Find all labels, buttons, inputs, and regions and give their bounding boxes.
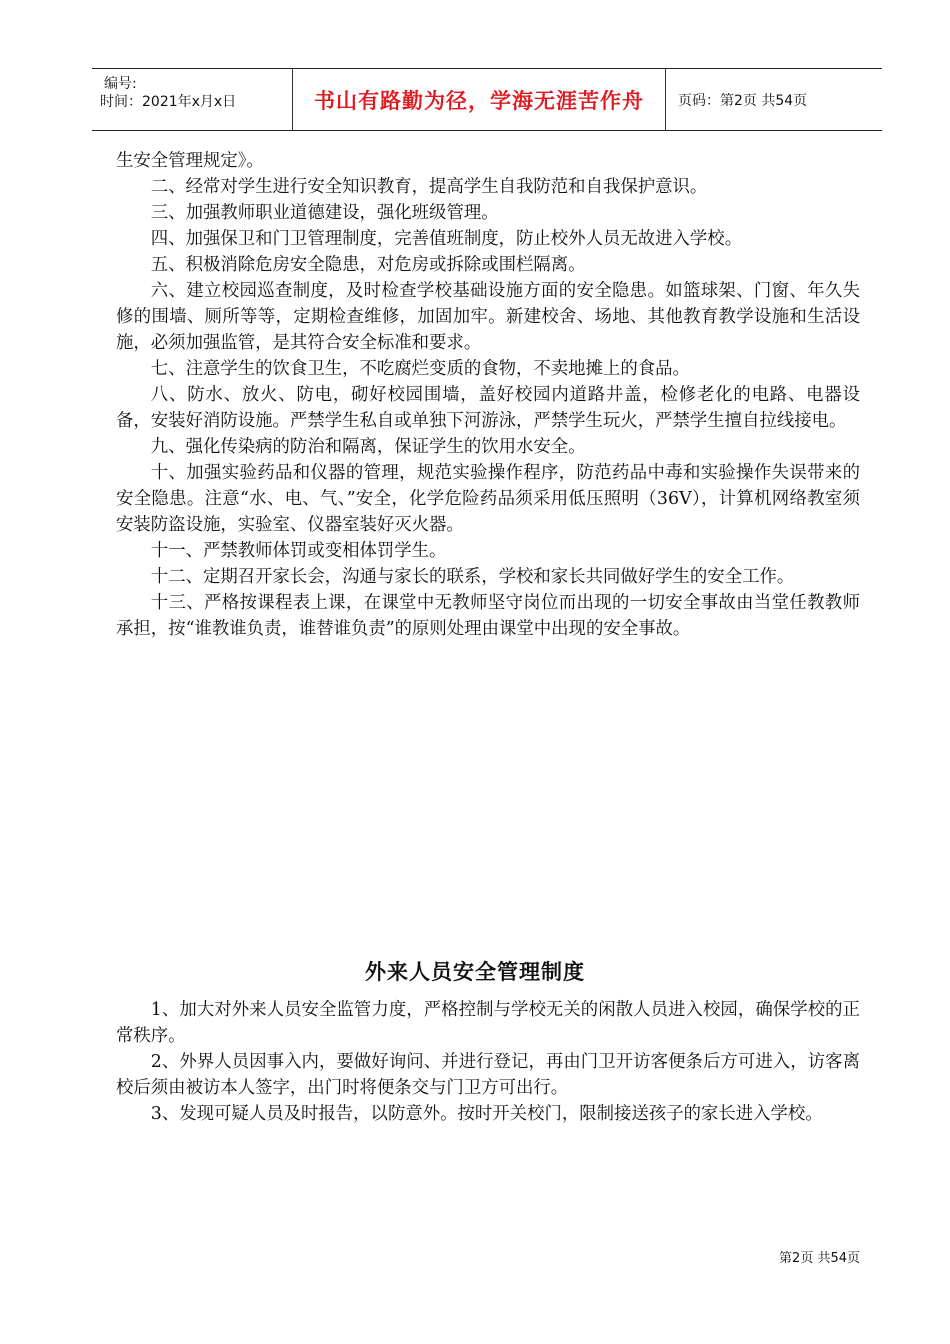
body-paragraph: 二、经常对学生进行安全知识教育，提高学生自我防范和自我保护意识。 (150, 177, 708, 197)
body-paragraph: 五、积极消除危房安全隐患，对危房或拆除或围栏隔离。 (150, 255, 586, 275)
section-body (116, 997, 860, 1127)
body-paragraph: 十、加强实验药品和仪器的管理，规范实验操作程序，防范药品中毒和实验操作失误带来的安全隐患。注意“水、电、气、”安全，化学危险药品须采用低压照明（36V），计算机网络教室须安装防盗设施，实验室、仪器室装好灭火器。 (116, 463, 860, 535)
header-page-cell (666, 69, 882, 130)
body-paragraph: 十一、严禁教师体罚或变相体罚学生。 (150, 541, 447, 561)
footer-page-number: 第2页 共54页 (779, 1251, 860, 1266)
body-paragraph: 十三、严格按课程表上课，在课堂中无教师坚守岗位而出现的一切安全事故由当堂任教教师承担，按“谁教谁负责，谁替谁负责”的原则处理由课堂中出现的安全事故。 (116, 593, 860, 639)
page-header (92, 68, 882, 131)
section-paragraph: 2、外界人员因事入内，要做好询问、并进行登记，再由门卫开访客便条后方可进入，访客离校后须由被访本人签字，出门时将便条交与门卫方可出行。 (116, 1052, 860, 1098)
document-body (116, 148, 860, 642)
document-date-label: 时间：2021年x月x日 (100, 94, 237, 110)
section-paragraph: 3、发现可疑人员及时报告，以防意外。按时开关校门，限制接送孩子的家长进入学校。 (150, 1104, 823, 1124)
body-paragraph: 生安全管理规定》。 (116, 151, 264, 171)
body-paragraph: 三、加强教师职业道德建设，强化班级管理。 (150, 203, 499, 223)
section-paragraph: 1、加大对外来人员安全监管力度，严格控制与学校无关的闲散人员进入校园，确保学校的正常秩序。 (116, 1000, 860, 1046)
header-motto-cell (293, 69, 666, 130)
body-paragraph: 七、注意学生的饮食卫生，不吃腐烂变质的食物，不卖地摊上的食品。 (150, 359, 690, 379)
header-meta-cell (92, 69, 293, 130)
document-number-label: 编号: (104, 76, 137, 92)
header-motto: 书山有路勤为径，学海无涯苦作舟 (314, 88, 644, 113)
body-paragraph: 四、加强保卫和门卫管理制度，完善值班制度，防止校外人员无故进入学校。 (150, 229, 743, 249)
body-paragraph: 八、防水、放火、防电，砌好校园围墙，盖好校园内道路井盖，检修老化的电路、电器设备，安装好消防设施。严禁学生私自或单独下河游泳，严禁学生玩火，严禁学生擅自拉线接电。 (116, 385, 860, 431)
header-page-number: 页码：第2页 共54页 (678, 92, 808, 109)
body-paragraph: 十二、定期召开家长会，沟通与家长的联系，学校和家长共同做好学生的安全工作。 (150, 567, 795, 587)
section-title: 外来人员安全管理制度 (365, 959, 585, 984)
body-paragraph: 六、建立校园巡查制度，及时检查学校基础设施方面的安全隐患。如篮球架、门窗、年久失修的围墙、厕所等等，定期检查维修，加固加牢。新建校舍、场地、其他教育教学设施和生活设施，必须加强监管，是其符合安全标准和要求。 (116, 281, 860, 353)
body-paragraph: 九、强化传染病的防治和隔离，保证学生的饮用水安全。 (150, 437, 586, 457)
